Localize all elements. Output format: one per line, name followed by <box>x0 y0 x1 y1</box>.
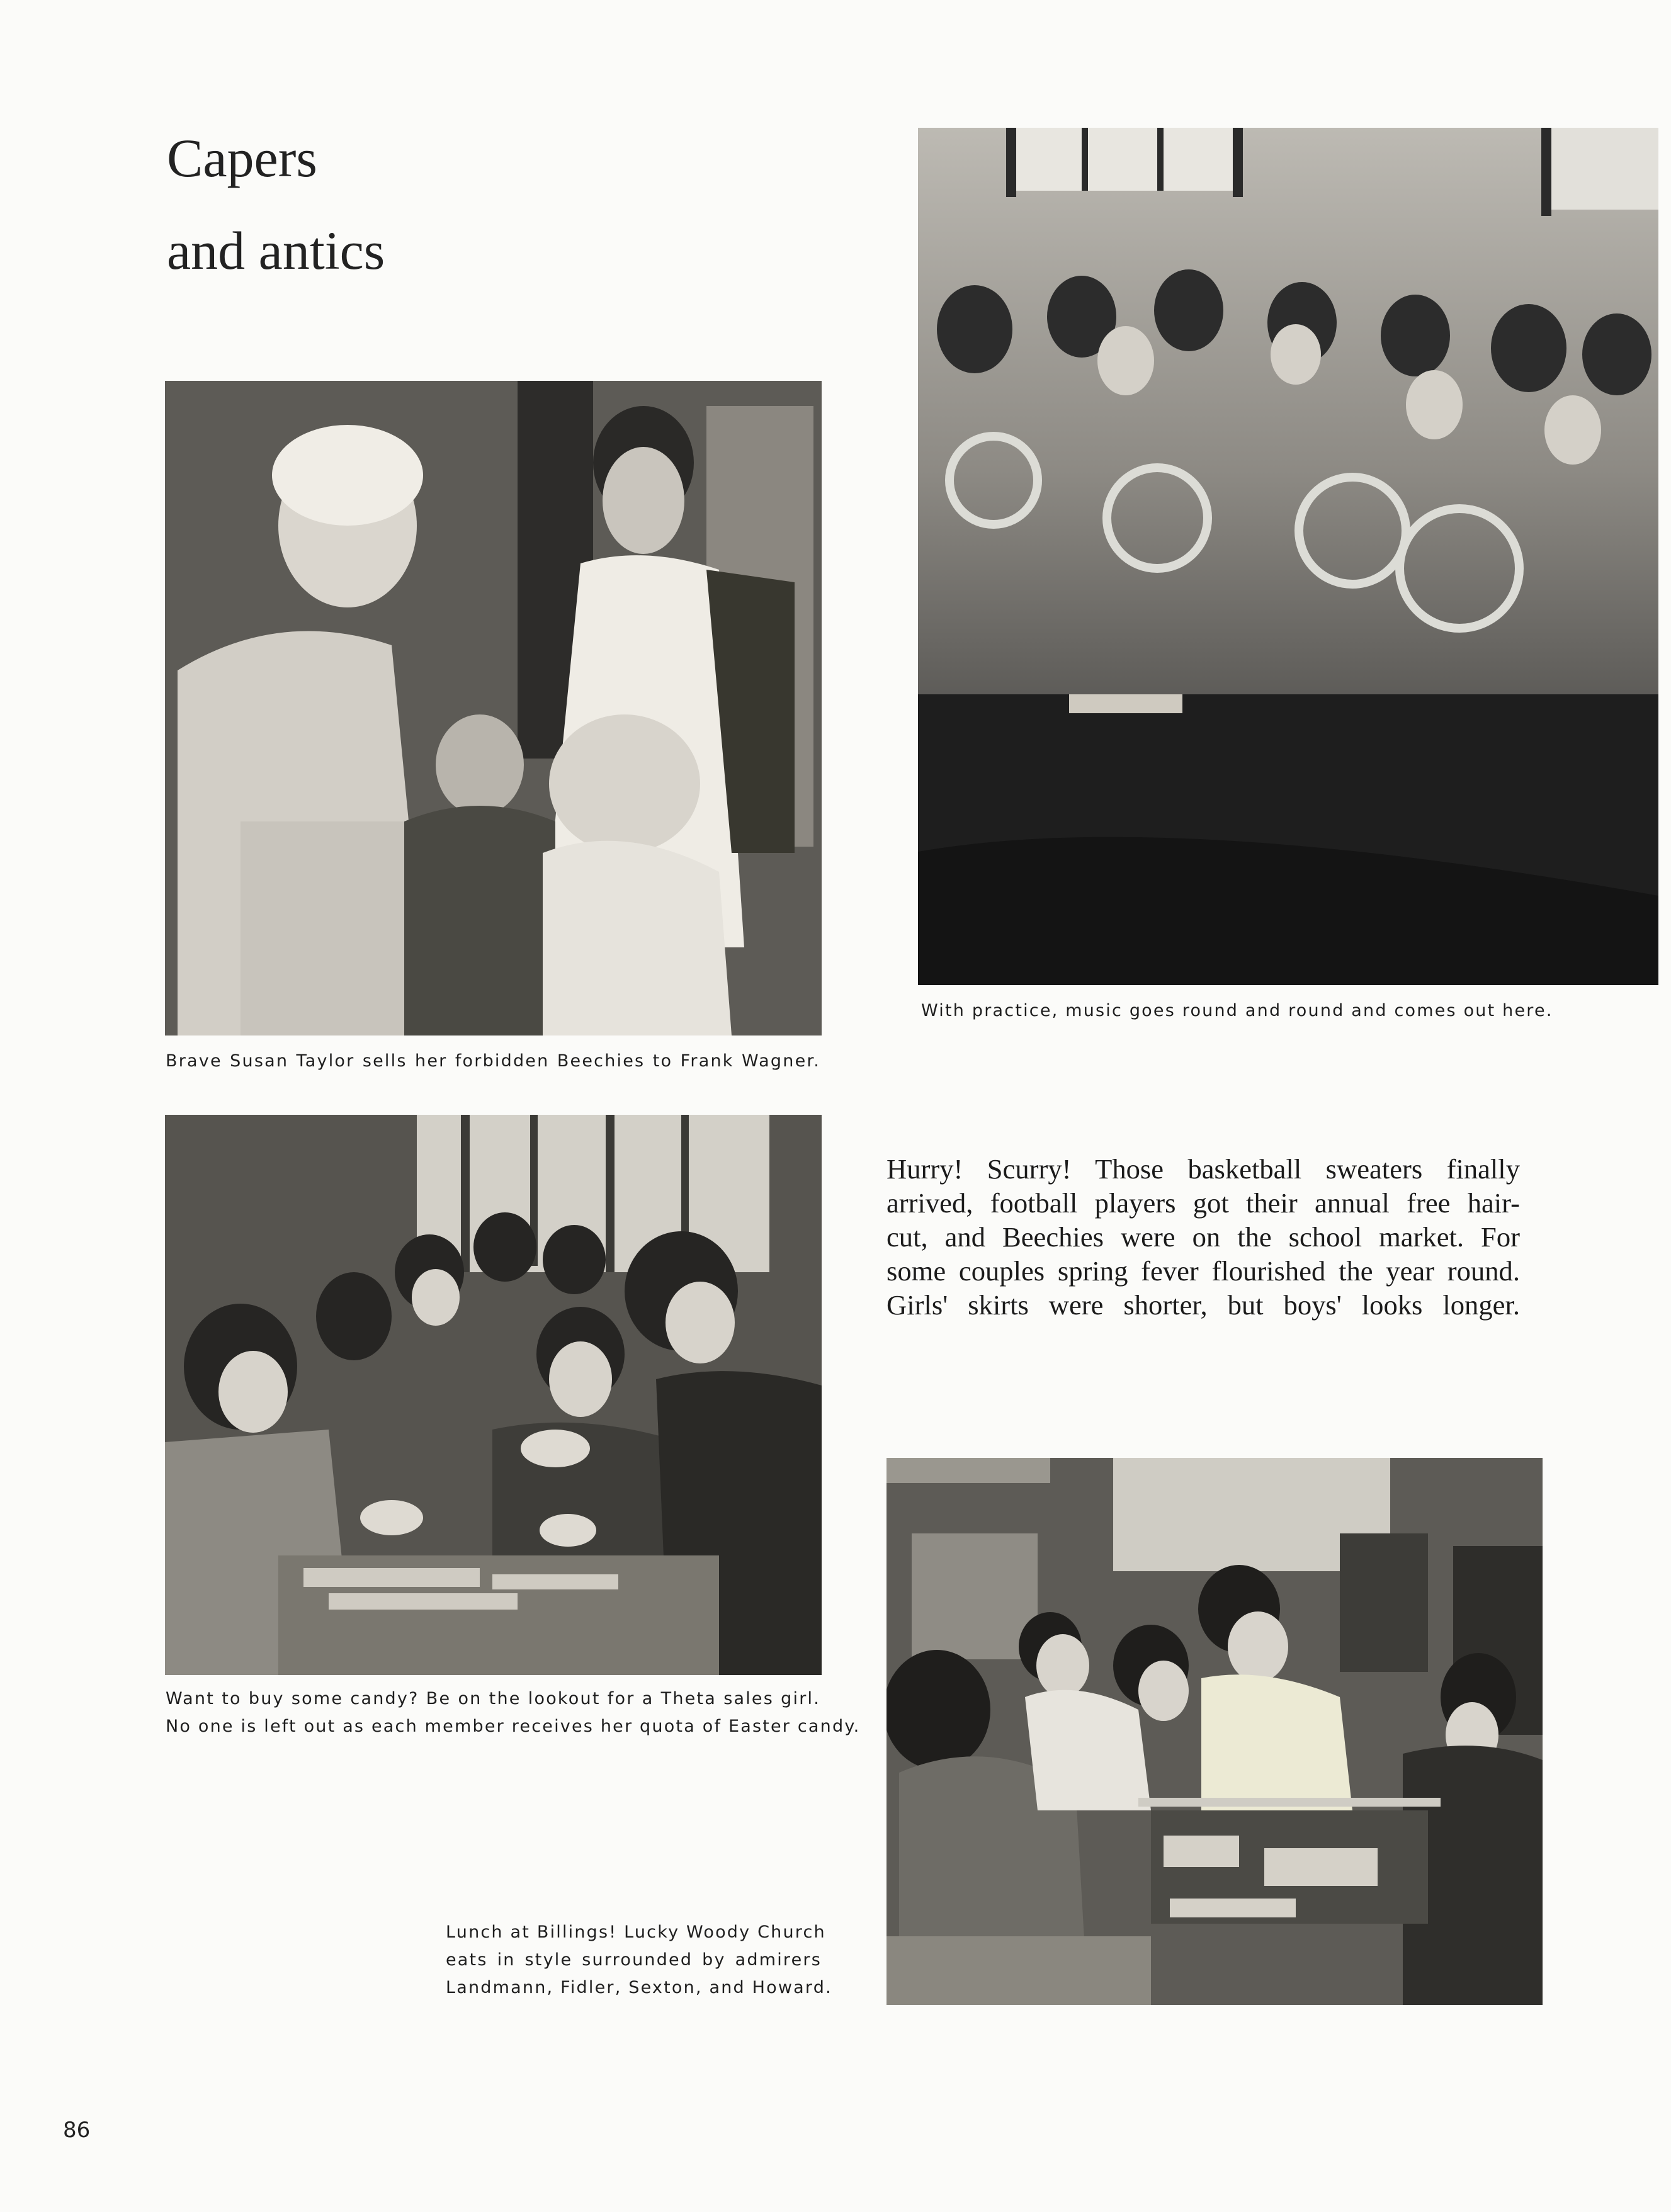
lunch-at-billings-photo <box>886 1458 1543 2005</box>
body-paragraph <box>886 1152 1520 1322</box>
beechies-sale-photo <box>165 381 822 1035</box>
lunch-at-billings-caption-line-1: Lunch at Billings! Lucky Woody Church <box>446 1922 826 1942</box>
body-paragraph-line: Hurry! Scurry! Those basketball sweaters finally <box>886 1153 1520 1185</box>
lunch-at-billings-image <box>886 1458 1543 2005</box>
band-practice-caption: With practice, music goes round and round and comes out here. <box>921 1001 1553 1020</box>
body-paragraph-line: cut, and Beechies were on the school market. For <box>886 1221 1520 1253</box>
lunch-at-billings-caption-line-3: Landmann, Fidler, Sexton, and Howard. <box>446 1978 832 1997</box>
beechies-sale-image <box>165 381 822 1035</box>
body-paragraph-line: Girls' skirts were shorter, but boys' looks longer. <box>886 1289 1520 1321</box>
body-paragraph-line: arrived, football players got their annual free hair- <box>886 1187 1520 1219</box>
beechies-sale-caption: Brave Susan Taylor sells her forbidden Beechies to Frank Wagner. <box>166 1051 820 1071</box>
easter-candy-image <box>165 1115 822 1675</box>
easter-candy-photo <box>165 1115 822 1675</box>
easter-candy-caption-line-2: No one is left out as each member receives her quota of Easter candy. <box>166 1717 861 1736</box>
page-title-line-2: and antics <box>167 220 385 281</box>
lunch-at-billings-caption-line-2: eats in style surrounded by admirers <box>446 1950 822 1970</box>
body-paragraph-line: some couples spring fever flourished the year round. <box>886 1255 1520 1287</box>
easter-candy-caption-line-1: Want to buy some candy? Be on the lookout for a Theta sales girl. <box>166 1689 820 1708</box>
band-practice-photo <box>918 128 1658 985</box>
page-number: 86 <box>63 2118 91 2143</box>
band-practice-image <box>918 128 1658 985</box>
page-title-line-1: Capers <box>167 128 317 188</box>
